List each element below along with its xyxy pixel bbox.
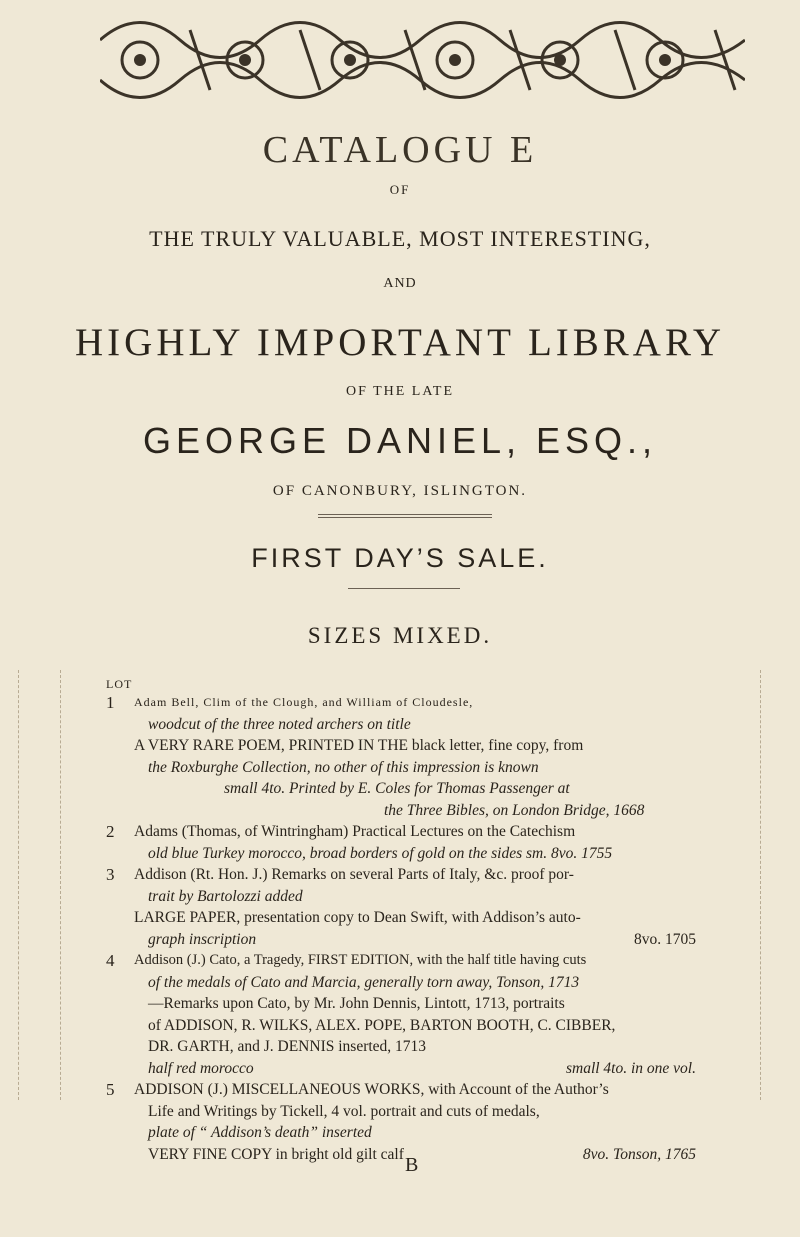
lot-line: Life and Writings by Tickell, 4 vol. portrait and cuts of medals,	[148, 1102, 540, 1120]
ornamental-border	[100, 0, 745, 120]
lot-line-row	[106, 972, 696, 994]
divider-rule	[318, 517, 492, 518]
lot-column-header: LOT	[106, 677, 133, 691]
lot-line: woodcut of the three noted archers on title	[148, 715, 411, 733]
lot-line: graph inscription	[148, 930, 257, 948]
lot-number: 2	[106, 822, 115, 841]
lot-line-row	[106, 1144, 696, 1166]
of-label: OF	[389, 182, 411, 197]
lot-entry	[106, 692, 696, 714]
lot-number: 1	[106, 693, 115, 712]
lot-line-row	[106, 778, 696, 800]
subtitle-line-1: THE TRULY VALUABLE, MOST INTERESTING,	[149, 226, 651, 251]
catalogue-title: CATALOGU E	[262, 129, 538, 171]
lot-line: Addison (J.) Cato, a Tragedy, FIRST EDITION, with the half title having cuts	[134, 952, 587, 968]
lot-line: small 4to. Printed by E. Coles for Thomas Passenger at	[224, 780, 570, 797]
lot-number: 3	[106, 865, 115, 884]
lot-line: half red morocco	[148, 1059, 254, 1077]
lot-line: trait by Bartolozzi added	[148, 887, 303, 905]
lot-number: 4	[106, 951, 115, 970]
sale-title: FIRST DAY’S SALE.	[251, 543, 549, 573]
lot-line-row	[106, 1058, 696, 1080]
lot-line-row	[106, 886, 696, 908]
lot-line-row	[106, 1122, 696, 1144]
lot-line: DR. GARTH, and J. DENNIS inserted, 1713	[148, 1038, 427, 1055]
lot-line-row	[106, 1101, 696, 1123]
lot-format: 8vo. Tonson, 1765	[582, 1145, 696, 1163]
lot-line: Adams (Thomas, of Wintringham) Practical Lectures on the Catechism	[134, 823, 576, 840]
lot-line: VERY FINE COPY in bright old gilt calf	[148, 1145, 404, 1163]
sizes-label: SIZES MIXED.	[307, 623, 493, 648]
lot-line: LARGE PAPER, presentation copy to Dean Swift, with Addison’s auto-	[134, 909, 581, 926]
lot-line: ADDISON (J.) MISCELLANEOUS WORKS, with Account of the Author’s	[134, 1081, 609, 1098]
subtitle-line-2: HIGHLY IMPORTANT LIBRARY	[75, 321, 725, 364]
lot-line: old blue Turkey morocco, broad borders of gold on the sides sm. 8vo. 1755	[148, 844, 613, 862]
lot-line: Addison (Rt. Hon. J.) Remarks on several Parts of Italy, &c. proof por-	[134, 866, 574, 883]
lot-line-row	[106, 929, 696, 951]
page-edge-right	[760, 670, 761, 1100]
lot-line-row	[106, 907, 696, 929]
lot-line: the Three Bibles, on London Bridge, 1668	[384, 801, 645, 819]
page-edge-left	[18, 670, 19, 1100]
lot-line: —Remarks upon Cato, by Mr. John Dennis, Lintott, 1713, portraits	[148, 995, 565, 1012]
lot-line-row	[106, 1015, 696, 1037]
lot-line: of the medals of Cato and Marcia, generally torn away, Tonson, 1713	[148, 973, 580, 991]
lot-line: of ADDISON, R. WILKS, ALEX. POPE, BARTON BOOTH, C. CIBBER,	[148, 1016, 616, 1034]
owner-name: GEORGE DANIEL, ESQ.,	[142, 420, 658, 461]
lot-entry	[106, 864, 696, 886]
owner-address: OF CANONBURY, ISLINGTON.	[272, 483, 528, 499]
lot-line-row	[106, 800, 696, 822]
lot-line: Adam Bell, Clim of the Clough, and William of Cloudesle,	[134, 695, 474, 709]
lot-line-row	[106, 1036, 696, 1058]
lot-line-row	[106, 735, 696, 757]
lot-entry	[106, 950, 696, 972]
lot-entry	[106, 821, 696, 843]
lot-number: 5	[106, 1080, 115, 1099]
lot-line: A VERY RARE POEM, PRINTED IN THE black letter, fine copy, from	[134, 737, 584, 754]
divider-rule	[348, 588, 460, 589]
lot-line: the Roxburghe Collection, no other of this impression is known	[148, 758, 539, 776]
lot-format: 8vo. 1705	[634, 930, 696, 948]
of-the-late-label: OF THE LATE	[345, 384, 455, 399]
lot-entry	[106, 1079, 696, 1101]
lot-format: small 4to. in one vol.	[565, 1059, 696, 1077]
lot-line-row	[106, 714, 696, 736]
signature-mark: B	[405, 1154, 419, 1176]
lot-line-row	[106, 843, 696, 865]
and-label: AND	[383, 276, 417, 291]
lot-list	[106, 692, 696, 1165]
lot-line-row	[106, 757, 696, 779]
lot-line: plate of “ Addison’s death” inserted	[148, 1124, 372, 1141]
lot-line-row	[106, 993, 696, 1015]
divider-rule	[318, 514, 492, 515]
page-edge-left	[60, 670, 61, 1100]
